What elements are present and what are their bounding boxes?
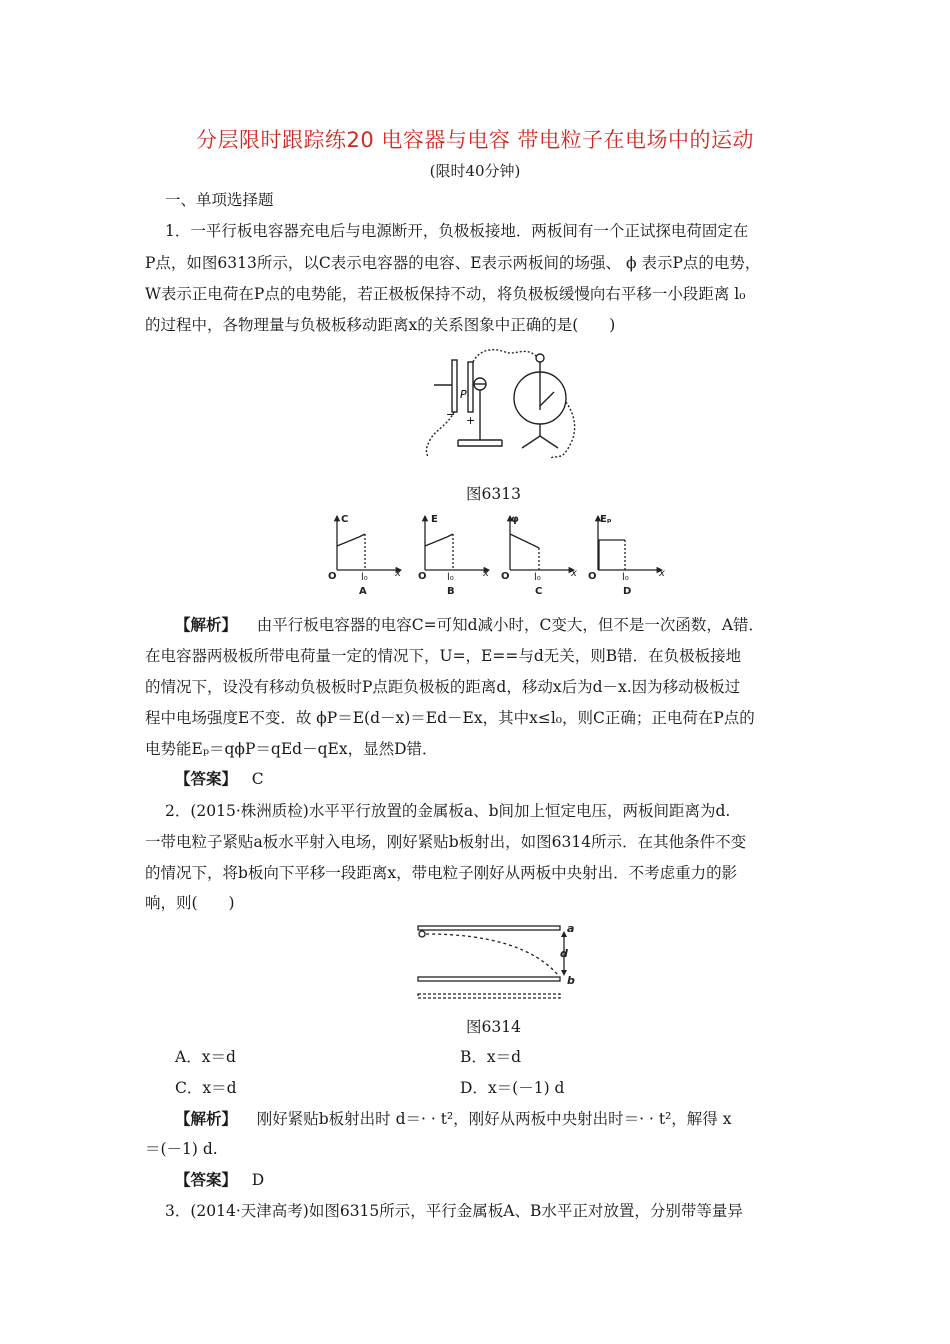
point-p-label: P: [460, 388, 467, 401]
answer-label: 【答案】: [175, 769, 238, 788]
graph-a-x: x: [395, 568, 401, 579]
q2-line: 的情况下，将b板向下平移一段距离x，带电粒子刚好从两板中央射出．不考虑重力的影: [145, 864, 738, 882]
q1-analysis-line: 程中电场强度E不变．故 ϕP＝E(d－x)＝Ed－Ex，其中x≤l₀，则C正确；正电荷在P点的: [145, 709, 755, 727]
graph-a-letter: A: [359, 586, 367, 597]
answer-value: D: [251, 1171, 265, 1189]
distance-d-label: d: [560, 947, 568, 960]
q2-analysis-line: ＝(－1) d.: [145, 1140, 218, 1158]
plus-label: +: [466, 414, 476, 427]
plate-b-label: b: [567, 974, 575, 987]
q1-line: P点，如图6313所示，以C表示电容器的电容、E表示两板间的场强、 ϕ 表示P点的电势，: [145, 254, 761, 272]
option-text: x＝d: [202, 1079, 237, 1097]
page-title: 分层限时跟踪练20 电容器与电容 带电粒子在电场中的运动: [195, 128, 755, 152]
graph-curve-falling: [510, 534, 539, 548]
q2-line: 响，则( ): [145, 894, 235, 912]
capacitor-electroscope-figure: [410, 340, 595, 468]
analysis-label: 【解析】: [175, 615, 238, 634]
analysis-label: 【解析】: [175, 1109, 238, 1128]
option-label: C．: [175, 1079, 203, 1097]
option-b: [460, 1045, 521, 1067]
option-label: D．: [460, 1079, 488, 1097]
q1-analysis-line: 电势能Eₚ＝qϕP＝qEd－qEx，显然D错．: [145, 740, 438, 758]
option-label: B．: [460, 1048, 487, 1066]
graph-b-l0: l₀: [447, 572, 454, 583]
graph-d-x: x: [659, 568, 665, 579]
graph-d-origin: O: [588, 571, 597, 582]
option-a: [175, 1045, 236, 1067]
answer-value: C: [251, 770, 264, 788]
analysis-text: 由平行板电容器的电容C=可知d减小时，C变大，但不是一次函数，A错．: [256, 616, 765, 634]
q3-line: 3．(2014·天津高考)如图6315所示，平行金属板A、B水平正对放置，分别带等量异: [165, 1202, 743, 1220]
figure-caption: 图6314: [466, 1018, 521, 1036]
option-d: [460, 1076, 564, 1098]
graph-a-l0: l₀: [361, 572, 368, 583]
graph-d-ylabel: Eₚ: [600, 514, 612, 525]
graph-c-l0: l₀: [534, 572, 541, 583]
answer-graphs: [325, 508, 670, 600]
q2-line: 一带电粒子紧贴a板水平射入电场，刚好紧贴b板射出，如图6314所示．在其他条件不变: [145, 833, 747, 851]
graph-a-origin: O: [328, 571, 337, 582]
q1-analysis-line: [175, 613, 764, 635]
q1-line: 的过程中，各物理量与负极板移动距离x的关系图象中正确的是( ): [145, 316, 616, 334]
time-limit: (限时40分钟): [429, 162, 521, 180]
answer-label: 【答案】: [175, 1170, 238, 1189]
graph-d-letter: D: [623, 586, 632, 597]
q1-analysis-line: 在电容器两极板所带电荷量一定的情况下，U=，E==与d无关，则B错．在负极板接地: [145, 647, 742, 665]
option-label: A．: [175, 1048, 202, 1066]
graph-c-ylabel: φ: [511, 514, 519, 525]
graph-b-letter: B: [447, 586, 455, 597]
graph-a-ylabel: C: [341, 514, 349, 525]
q2-analysis-line: [175, 1107, 731, 1129]
q1-line: W表示正电荷在P点的电势能，若正极板保持不动，将负极板缓慢向右平移一小段距离 l₀: [145, 285, 746, 303]
section-heading: 一、单项选择题: [165, 191, 274, 209]
graph-curve-rising: [337, 534, 365, 546]
minus-label: −: [446, 408, 456, 421]
q2-answer-line: [175, 1168, 264, 1190]
figure-caption: 图6313: [466, 485, 521, 503]
q1-line: 1．一平行板电容器充电后与电源断开，负极板接地．两板间有一个正试探电荷固定在: [165, 222, 749, 240]
q1-analysis-line: 的情况下，设没有移动负极板时P点距负极板的距离d，移动x后为d－x.因为移动极板过: [145, 678, 741, 696]
q2-line: 2．(2015·株洲质检)水平平行放置的金属板a、b间加上恒定电压，两板间距离为d.: [165, 802, 731, 820]
option-c: [175, 1076, 237, 1098]
graph-c-x: x: [571, 568, 577, 579]
graph-b-ylabel: E: [431, 514, 438, 525]
option-text: x＝d: [486, 1048, 522, 1066]
graph-d-l0: l₀: [622, 572, 629, 583]
plate-a-label: a: [567, 922, 575, 935]
graph-b-origin: O: [418, 571, 427, 582]
graph-b-x: x: [483, 568, 489, 579]
q1-answer-line: [175, 767, 264, 789]
graph-c-origin: O: [501, 571, 510, 582]
deflection-figure: [412, 918, 580, 1004]
graph-c-letter: C: [535, 586, 543, 597]
analysis-text: 刚好紧贴b板射出时 d＝· · t²，刚好从两板中央射出时＝· · t²，解得 x: [256, 1110, 732, 1128]
graph-curve-rising: [425, 534, 453, 546]
option-text: x＝d: [201, 1048, 236, 1066]
option-text: x＝(－1) d: [487, 1079, 565, 1097]
